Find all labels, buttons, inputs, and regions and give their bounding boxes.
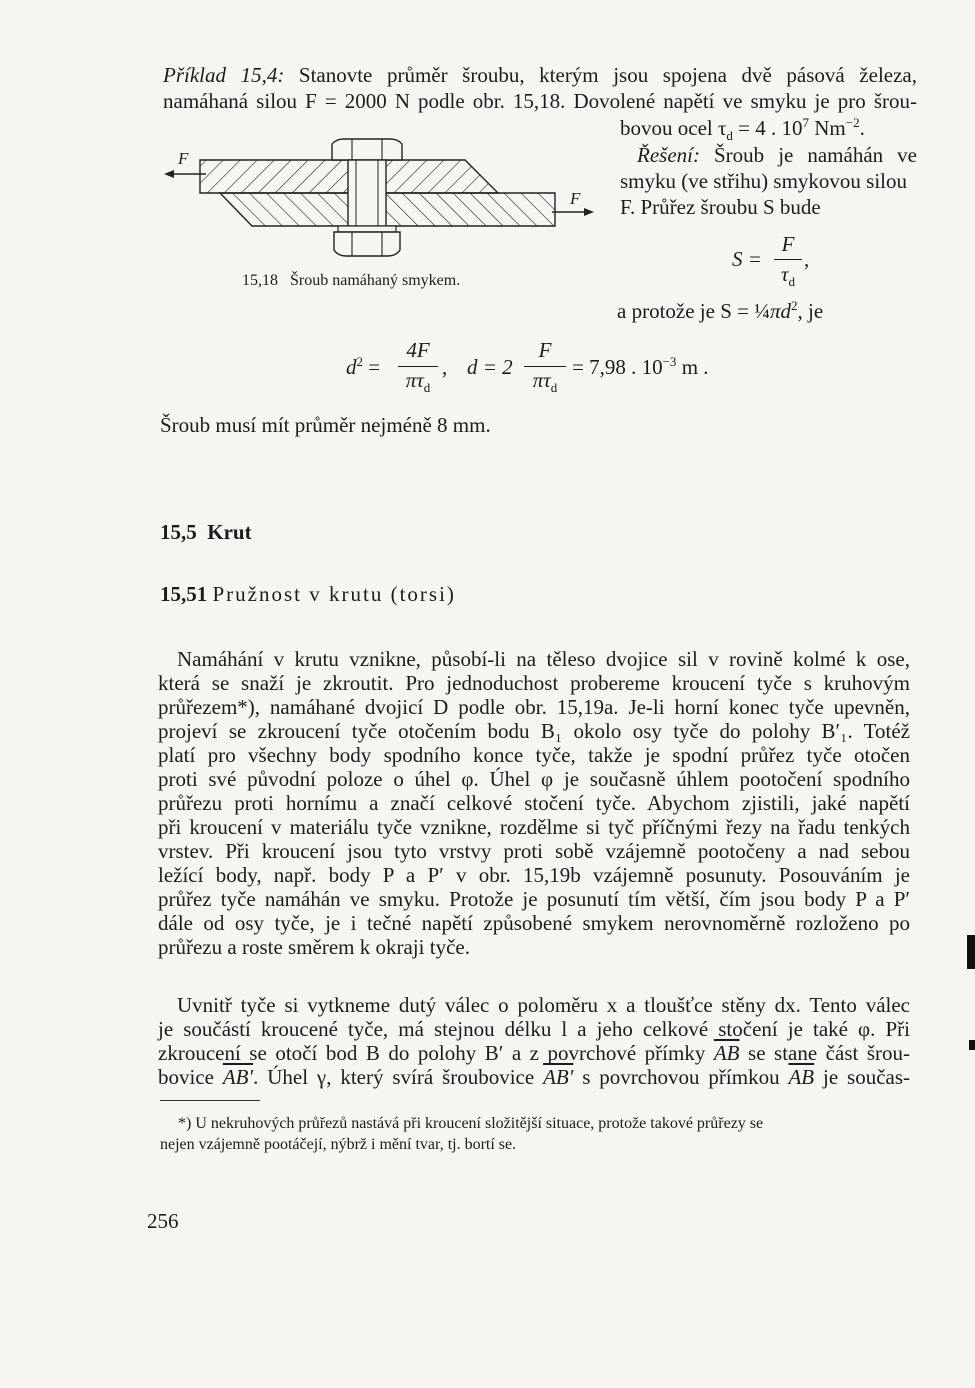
paragraph-1-line: platí pro všechny body spodního konce tyče, takže je spodní průřez tyče otočen: [158, 743, 910, 767]
paragraph-1-line: ležící body, např. body P a P′ v obr. 15,19b vzájemně posunuty. Posouváním je: [158, 863, 910, 887]
eq-s-denominator: $\tau_d$: [780, 262, 796, 290]
eq-s-comma: ,: [804, 247, 810, 271]
solution-label: Řešení:: [637, 143, 700, 167]
paragraph-1-line: projeví se zkroucení tyče otočením bodu B₁ okolo osy tyče do polohy B′₁. Totéž: [158, 719, 910, 743]
paragraph-1-line: průřez tyče namáhán ve smyku. Protože je posunutí tím větší, čím jsou body P a P′: [158, 887, 910, 911]
eq-d2-denominator: $\pi\tau_d$: [405, 368, 431, 396]
paragraph-2-line: je součástí kroucené tyče, má stejnou délku l a jeho celkové stočení je také φ. Při: [158, 1017, 910, 1041]
paragraph-1-line: proti své původní poloze o úhel φ. Úhel φ je současně úhlem pootočení spodního: [158, 767, 910, 791]
scan-edge-mark: [967, 935, 975, 969]
paragraph-1-line: při kroucení v materiálu tyče vznikne, rozdělme si tyč příčnými řezy na řadu tenkých: [158, 815, 910, 839]
footnote-line: *) U nekruhových průřezů nastává při kroucení složitější situace, protože takové průřezy se: [178, 1115, 764, 1132]
eq-area-line: a protože je $S = \frac{1}{4}\pi d^2$, je: [617, 298, 824, 323]
bolt-shear-figure: [160, 138, 600, 278]
example-line-1: [163, 62, 917, 88]
paragraph-1-line: Namáhání v krutu vznikne, působí-li na těleso dvojice sil v rovině kolmé k ose,: [177, 647, 910, 671]
paragraph-1-line: průřezem*), namáhané dvojicí D podle obr. 15,19a. Je-li horní konec tyče upevněn,: [158, 695, 910, 719]
footnote-separator: [160, 1100, 260, 1101]
subsection-title: Pružnost v krutu (torsi): [212, 582, 456, 606]
washer: [338, 226, 396, 232]
bolt-nut: [334, 232, 400, 256]
eq-d-lhs: d = 2: [467, 355, 513, 379]
paragraph-1-line: vrstev. Při kroucení jsou tyto vrstvy proti sobě vzájemně pootočeny a nad sebou: [158, 839, 910, 863]
example-line-1-text: Stanovte průměr šroubu, kterým jsou spojena dvě pásová železa,: [298, 63, 917, 87]
paragraph-2-line: bovice AB′. Úhel γ, který svírá šroubovice AB′ s povrchovou přímkou $\overline{AB}$ je součas-: [158, 1065, 911, 1089]
figure-caption-number: 15,18: [242, 272, 278, 289]
subsection-heading: [160, 581, 456, 607]
bolt-shank: [348, 160, 386, 226]
section-number: 15,5: [160, 520, 197, 544]
subsection-number: 15,51: [160, 582, 208, 606]
example-line-3: bovou ocel $\tau_d = 4$ . $10^7$ $Nm^{-2}$.: [620, 115, 865, 144]
eq-separator: ,: [442, 355, 448, 379]
bolt-head: [332, 139, 402, 160]
solution-line-1: Řešení: Šroub je namáhán ve: [637, 143, 917, 167]
scan-edge-mark: [969, 1040, 975, 1050]
paragraph-1-line: průřezu proti hornímu a značí celkové stočení tyče. Abychom zjistili, jaké napětí: [158, 791, 910, 815]
paragraph-1-line: průřezu a roste směrem k okraji tyče.: [158, 935, 470, 959]
eq-s-fraction-bar: [774, 259, 802, 260]
eq-d2-fraction-bar: [398, 366, 438, 367]
eq-s-numerator: F: [781, 232, 795, 256]
right-force-label: F: [570, 189, 581, 208]
eq-d-fraction-bar: [524, 366, 566, 367]
example-line-2: namáhaná silou F = 2000 N podle obr. 15,18. Dovolené napětí ve smyku je pro šrou-: [163, 89, 917, 113]
eq-d-denominator: $\pi\tau_d$: [532, 368, 558, 396]
solution-line-3: F. Průřez šroubu S bude: [620, 195, 821, 219]
left-force-label: F: [178, 149, 189, 168]
section-heading: [160, 520, 252, 545]
figure-caption: [242, 272, 460, 290]
lower-plate: [220, 193, 555, 226]
paragraph-2-line: zkroucení se otočí bod B do polohy B′ a z povrchové přímky $\overline{AB}$ se stane část šrou-: [158, 1041, 911, 1065]
example-label: Příklad 15,4:: [163, 63, 285, 87]
solution-line-2: smyku (ve střihu) smykovou silou: [620, 169, 907, 193]
eq-d-result: = 7,98 . $10^{-3}$ m .: [572, 354, 709, 379]
eq-d2-numerator: 4F: [406, 338, 430, 362]
paragraph-2-line: Uvnitř tyče si vytkneme dutý válec o poloměru x a tloušťce stěny dx. Tento válec: [177, 993, 910, 1017]
eq-d-numerator: F: [538, 338, 552, 362]
footnote-line: nejen vzájemně pootáčejí, nýbrž i mění tvar, tj. bortí se.: [160, 1136, 517, 1153]
paragraph-1-line: dále od osy tyče, je i tečné napětí způsobené smykem nerovnoměrně rozloženo po: [158, 911, 910, 935]
section-title: Krut: [207, 520, 252, 544]
conclusion: Šroub musí mít průměr nejméně 8 mm.: [160, 413, 491, 437]
page-number: 256: [147, 1209, 179, 1233]
eq-d2-lhs: $d^2$ =: [346, 354, 381, 379]
figure-caption-text: Šroub namáhaný smykem.: [290, 272, 461, 289]
eq-s-lhs: S =: [732, 247, 762, 271]
paragraph-1-line: která se snaží je zkroutit. Pro jednoduchost probereme kroucení tyče s kruhovým: [158, 671, 910, 695]
